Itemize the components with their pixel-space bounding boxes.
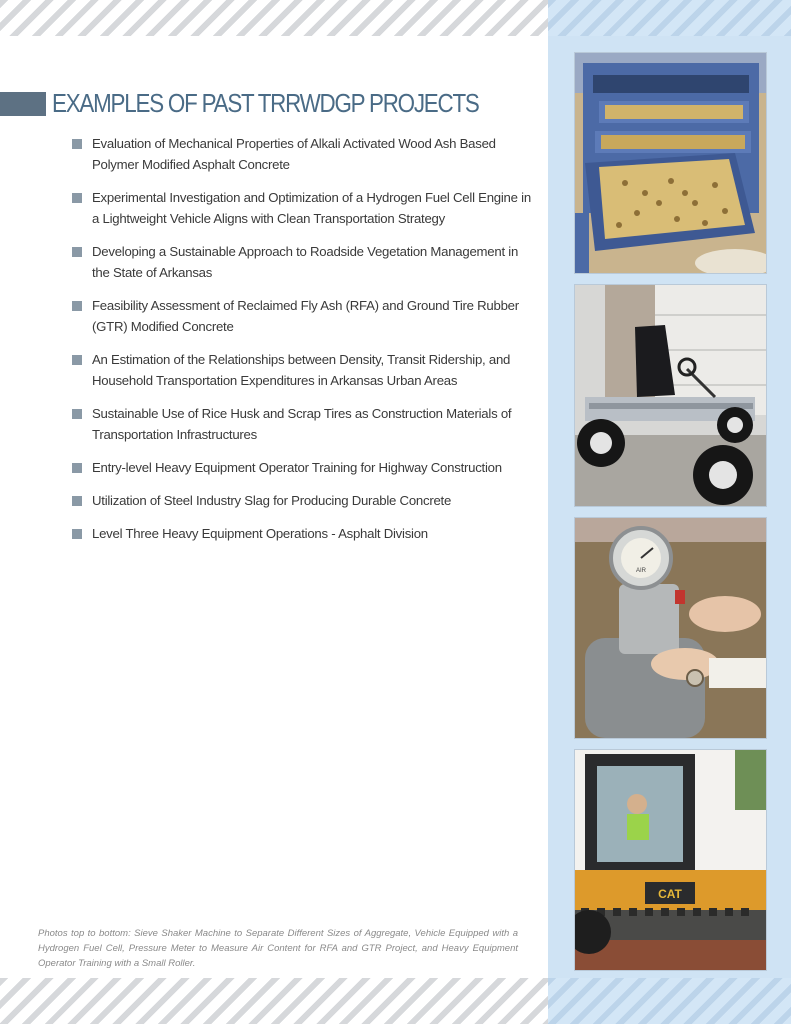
bottom-stripe-band — [0, 978, 548, 1024]
project-list — [72, 133, 532, 544]
square-bullet-icon — [72, 301, 82, 311]
side-panel-bottom-stripes — [548, 978, 791, 1024]
square-bullet-icon — [72, 355, 82, 365]
cat-logo: CAT — [658, 887, 682, 901]
square-bullet-icon — [72, 496, 82, 506]
list-item — [72, 349, 532, 391]
list-item — [72, 187, 532, 229]
top-stripe-band — [0, 0, 548, 36]
square-bullet-icon — [72, 409, 82, 419]
project-title: Entry-level Heavy Equipment Operator Training for Highway Construction — [92, 460, 502, 475]
square-bullet-icon — [72, 463, 82, 473]
project-title: Sustainable Use of Rice Husk and Scrap Tires as Construction Materials of Transportation Infrastructures — [92, 406, 512, 442]
sieve-shaker-photo — [574, 52, 767, 274]
page-title: EXAMPLES OF PAST TRRWDGP PROJECTS — [52, 88, 479, 118]
square-bullet-icon — [72, 193, 82, 203]
square-bullet-icon — [72, 247, 82, 257]
project-title: Evaluation of Mechanical Properties of Alkali Activated Wood Ash Based Polymer Modified Asphalt Concrete — [92, 136, 496, 172]
roller-training-photo — [574, 749, 767, 971]
project-title: Developing a Sustainable Approach to Roadside Vegetation Management in the State of Arkansas — [92, 244, 519, 280]
title-accent-bar — [0, 92, 46, 116]
list-item — [72, 523, 532, 544]
side-panel-top-stripes — [548, 0, 791, 36]
list-item — [72, 133, 532, 175]
photo-caption: Photos top to bottom: Sieve Shaker Machine to Separate Different Sizes of Aggregate, Vehicle Equipped with a Hydrogen Fuel Cell, Pressure Meter to Measure Air Content for RFA and GTR Project, and Heavy Equipment Operator Training with a Small Roller. — [38, 928, 518, 969]
project-title: Experimental Investigation and Optimization of a Hydrogen Fuel Cell Engine in a Lightweight Vehicle Aligns with Clean Transportation Strategy — [92, 190, 531, 226]
list-item — [72, 457, 532, 478]
project-title: Feasibility Assessment of Reclaimed Fly Ash (RFA) and Ground Tire Rubber (GTR) Modified Concrete — [92, 298, 519, 334]
list-item — [72, 241, 532, 283]
list-item — [72, 295, 532, 337]
list-item — [72, 490, 532, 511]
square-bullet-icon — [72, 529, 82, 539]
project-title: An Estimation of the Relationships between Density, Transit Ridership, and Household Transportation Expenditures in Arkansas Urban Areas — [92, 352, 511, 388]
pressure-meter-photo — [574, 517, 767, 739]
gauge-label: AIR — [635, 568, 647, 574]
fuel-cell-vehicle-photo — [574, 284, 767, 507]
list-item — [72, 403, 532, 445]
project-title: Utilization of Steel Industry Slag for Producing Durable Concrete — [92, 493, 452, 508]
square-bullet-icon — [72, 139, 82, 149]
project-title: Level Three Heavy Equipment Operations - Asphalt Division — [92, 526, 428, 541]
